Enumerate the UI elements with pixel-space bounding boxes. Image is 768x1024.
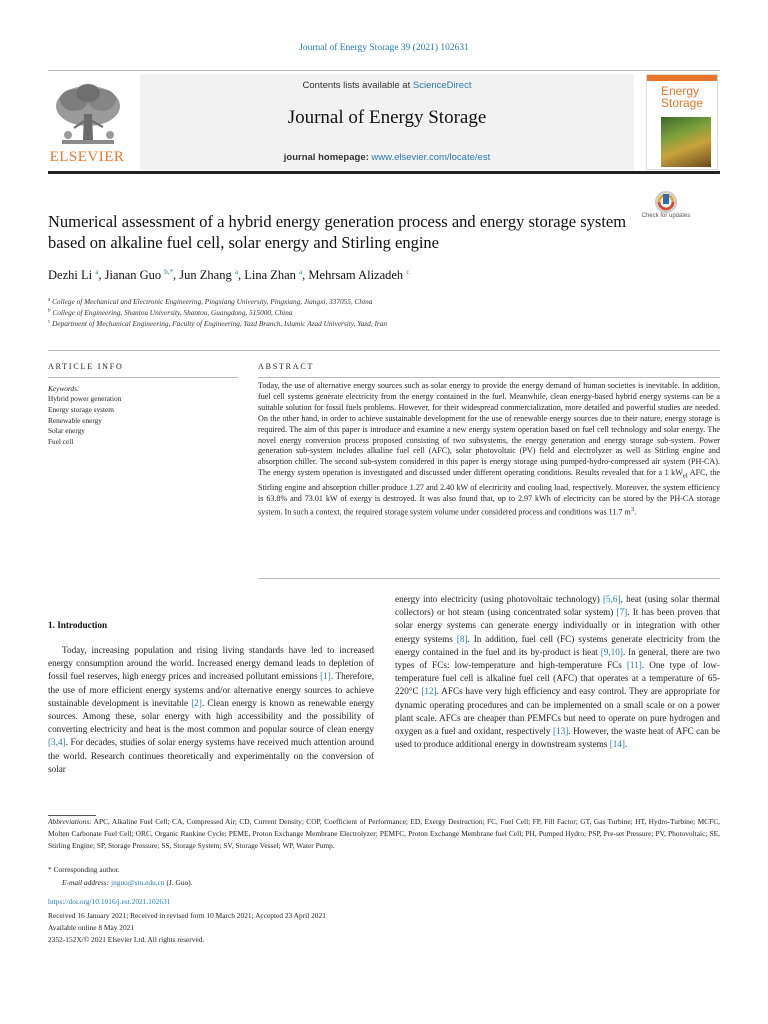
publisher-wordmark: ELSEVIER <box>49 149 125 165</box>
journal-cover[interactable] <box>646 74 718 170</box>
intro-column-right <box>395 593 720 751</box>
keyword: Solar energy <box>48 426 85 436</box>
contents-availability <box>140 80 634 91</box>
contents-prefix: Contents lists available at <box>302 80 413 91</box>
keyword: Hybrid power generation <box>48 394 122 403</box>
received-dates: Received 16 January 2021; Received in revised form 10 March 2021; Accepted 23 April 2021 <box>48 911 326 920</box>
affiliation-c-marker: c <box>48 319 51 325</box>
author-separator: , <box>302 268 309 283</box>
affiliation-c-text: Department of Mechanical Engineering, Faculty of Engineering, Yazd Branch, Islamic Azad University, Yazd, Iran <box>52 319 388 328</box>
affiliation-a-text: College of Mechanical and Electronic Engineering, Pingxiang University, Pingxiang, Jiangxi, 337055, China <box>52 297 373 306</box>
author-list <box>48 268 409 283</box>
cover-title-energy: Energy <box>661 84 700 98</box>
body-text: Today, increasing population and rising living standards have led to increased energy consumption around the world. Increased energy demand leads to depletion of fossil fuel reserves, high energy prices and increased pollutant emissions <box>48 645 374 682</box>
body-text: . Therefore, the use of more efficient energy systems and/or alternative energy sources to achieve sustainable development is inevitable <box>48 671 375 708</box>
abstract-text <box>258 381 720 518</box>
keyword: Renewable energy <box>48 415 102 425</box>
abstract-superscript: 3 <box>630 505 635 513</box>
abstract-heading: ABSTRACT <box>258 362 315 371</box>
cover-band <box>647 75 717 81</box>
running-head[interactable]: Journal of Energy Storage 39 (2021) 102631 <box>299 43 469 53</box>
citation-link[interactable]: [13] <box>552 726 569 737</box>
body-text: , heat (using solar thermal collectors) or hot steam (using concentrated solar system) <box>395 594 720 618</box>
homepage-link[interactable]: www.elsevier.com/locate/est <box>371 152 491 163</box>
email-suffix: (J. Guo). <box>164 878 193 887</box>
section-heading-introduction: 1. Introduction <box>48 620 108 630</box>
author-name[interactable]: Jun Zhang <box>179 268 232 283</box>
author-affiliation-marker[interactable]: a <box>234 268 238 276</box>
masthead-top-rule <box>48 70 720 71</box>
citation-link[interactable]: [14] <box>609 739 625 750</box>
body-text: . In general, there are two types of FCs: low-temperature and high-temperature FCs <box>395 646 720 671</box>
abstract-bottom-rule <box>258 578 720 579</box>
citation-link[interactable]: [1] <box>320 671 331 682</box>
cover-title-storage: Storage <box>661 96 704 110</box>
citation-link[interactable]: [2] <box>191 697 202 708</box>
journal-name: Journal of Energy Storage <box>287 107 487 128</box>
body-text: . However, the waste heat of AFC can be used to produce additional energy in downstream systems <box>395 726 720 750</box>
citation-link[interactable]: [9,10] <box>600 646 623 657</box>
keywords-list <box>48 394 121 448</box>
author-name[interactable]: Lina Zhan <box>244 268 296 283</box>
author-affiliation-marker[interactable]: a <box>95 268 99 276</box>
keyword: Energy storage system <box>48 404 114 414</box>
homepage-label: journal homepage: <box>283 152 372 163</box>
affiliation-b-text: College of Engineering, Shantou University, Shantou, Guangdong, 515000, China <box>52 308 293 317</box>
affiliation-c <box>48 319 387 328</box>
info-heading-rule <box>48 377 238 378</box>
journal-homepage <box>140 152 634 163</box>
abbreviations-footnote <box>48 816 720 851</box>
online-date: Available online 8 May 2021 <box>48 923 135 932</box>
author-name[interactable]: Jianan Guo <box>104 268 162 283</box>
info-top-rule <box>48 350 720 351</box>
copyright: 2352-152X/© 2021 Elsevier Ltd. All rights reserved. <box>48 935 205 944</box>
body-text: . One type of low-temperature fuel cell is alkaline fuel cell (AFC) that operates at a temperature of 65-220°C <box>395 660 720 697</box>
affiliation-b <box>48 308 293 317</box>
body-text: energy into electricity (using photovoltaic technology) <box>395 594 603 604</box>
corresponding-author-note: * Corresponding author. <box>48 865 120 874</box>
abstract-end: . <box>634 507 637 517</box>
author-affiliation-marker[interactable]: a <box>299 268 303 276</box>
body-text: . In addition, fuel cell (FC) systems generate electricity from the energy contained in the fuel and its by-product is heat <box>395 633 720 657</box>
abstract-part-2: AFC, the Stirling engine and absorption chiller produce 1.27 and 2.40 kW of electricity and cooling load, respectively. Moreover, the system efficiency is 63.8% and 73.01 kW of exergy is destroyed. It was also found that, up to 2.97 kWh of electricity can be stored by the PH-CA storage system. In such a context, the required storage system volume under considered process and conditions was 11.7 m <box>258 468 720 517</box>
author-name[interactable]: Mehrsam Alizadeh <box>308 268 404 283</box>
keyword: Fuel cell <box>48 437 74 447</box>
abstract-subscript: el <box>682 472 688 480</box>
abbreviations-label: Abbreviations: <box>48 817 92 826</box>
article-info-heading: ARTICLE INFO <box>48 362 124 371</box>
citation-link[interactable]: [3,4] <box>48 737 66 748</box>
cover-image <box>661 117 711 167</box>
masthead-bottom-rule <box>48 171 720 174</box>
intro-column-left <box>48 644 374 776</box>
body-text: . <box>625 739 628 750</box>
keywords-label: Keywords: <box>48 384 80 393</box>
sciencedirect-link[interactable]: ScienceDirect <box>412 80 472 91</box>
check-for-updates-icon[interactable] <box>646 190 686 234</box>
check-for-updates-label[interactable]: Check for updates <box>641 213 691 219</box>
affiliation-a-marker: a <box>48 297 51 303</box>
abstract-heading-rule <box>258 377 720 378</box>
abstract-part-1: Today, the use of alternative energy sources such as solar energy to provide the energy demand of human societies is inevitable. In addition, fuel cell systems generate electricity from the energy contained in the fuel. Meanwhile, clean energy-based hybrid energy systems can be a suitable solution for fossil fuels problems. However, for their widespread commercialization, more detailed and powerful studies are needed. On the other hand, in order to achieve sustainable development for the use of renewable energy sources due to their nature, energy storage is required. The aim of this paper is introduce and examine a new energy system operation based on fuel cell technology and solar energy. The novel energy conversion process proposed consisting of two subsystems, the energy generation and energy storage sub-system. Power generation sub-system includes alkaline fuel cell (AFC), solar photovoltaic (PV) field and electrolyzer as well as Stirling engine and absorption chiller. The second sub-system considered in this paper is energy storage using pumped-hydro-compressed air system (PH-CA). The energy system operation is investigated and discussed under different operating conditions. Results revealed that for a 1 kW <box>258 381 720 478</box>
citation-link[interactable]: [8] <box>456 633 468 644</box>
author-affiliation-marker[interactable]: b,* <box>164 268 174 276</box>
citation-link[interactable]: [7] <box>616 607 628 618</box>
email-note <box>62 878 193 887</box>
email-label: E-mail address: <box>62 878 110 887</box>
affiliation-b-marker: b <box>48 308 51 314</box>
affiliation-a <box>48 297 372 306</box>
author-separator: , <box>173 268 180 283</box>
email-link[interactable]: jnguo@stu.edu.cn <box>111 878 165 887</box>
citation-link[interactable]: [11] <box>626 660 642 671</box>
author-separator: , <box>237 268 245 283</box>
author-name[interactable]: Dezhi Li <box>48 268 93 283</box>
body-text: . For decades, studies of solar energy systems have received much attention around the world. Research continues theoretically and experimentally on the conversion of solar <box>48 737 374 774</box>
body-text: . It has been proven that solar energy systems can generate energy individually or in integration with other energy systems <box>395 607 721 644</box>
abbreviations-text: APC, Alkaline Fuel Cell; CA, Compressed Air; CD, Current Density; COP, Coefficient of Performance; ED, Exergy Destruction; FC, Fuel Cell; FP, Fill Factor; GT, Gas Turbine; HT, Hydro-Turbine; MCFC, Molten Carbonate Fuel Cell; ORC, Organic Rankine Cycle; PEME, Proton Exchange Membrane Electrolyzer; PEMFC, Proton Exchange Membrane fuel Cell; PH, Pumped Hydro; PSP, Pre-set Pressure; PV, Photovoltaic; SE, Stirling Engine; SP, Storage Pressure; SS, Storage System; SV, Storage Vessel; WP, Water Pump. <box>48 817 720 850</box>
citation-link[interactable]: [5,6] <box>602 594 621 604</box>
body-text: . Clean energy is known as renewable energy sources. Among these, solar energy with high accessibility and the possibility of converting electricity and heat is the most common and popular source of clean energy <box>48 697 374 735</box>
doi-link[interactable]: https://doi.org/10.1016/j.est.2021.102631 <box>48 897 171 906</box>
author-separator: , <box>98 268 105 283</box>
author-affiliation-marker[interactable]: c <box>406 268 410 276</box>
article-title: Numerical assessment of a hybrid energy generation process and energy storage system based on alkaline fuel cell, solar energy and Stirling engine <box>48 212 627 252</box>
citation-link[interactable]: [12] <box>421 686 437 697</box>
body-text: . AFCs have very high efficiency and easy control. They are appropriate for dynamic operating procedures and can be implemented on a small scale or on a power plant scale. AFCs are cheaper than PEMFCs but need to operate on pure hydrogen and oxygen as a fuel and oxidant, respectively <box>395 686 720 737</box>
